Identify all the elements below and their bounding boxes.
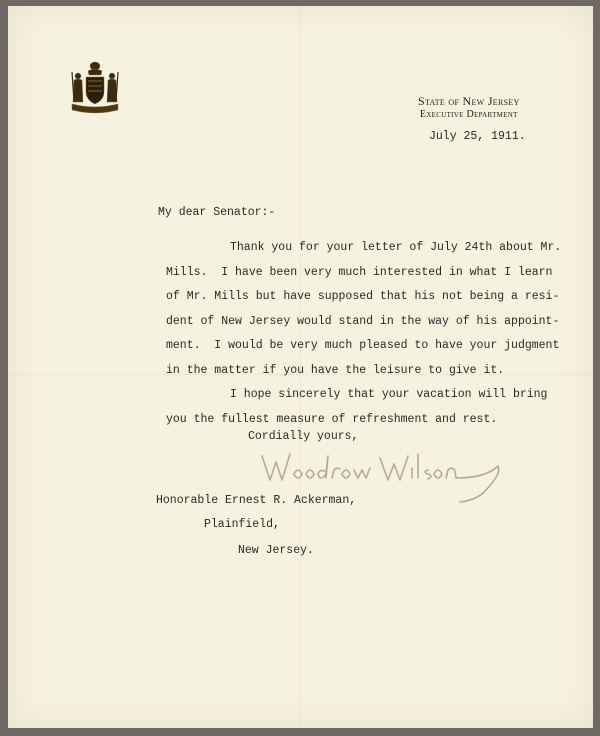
letter-date: July 25, 1911. xyxy=(429,130,526,143)
body-line: of Mr. Mills but have supposed that his not being a resi- xyxy=(166,290,560,303)
letterhead-state: State of New Jersey xyxy=(418,94,520,108)
letterhead-department: Executive Department xyxy=(419,109,518,120)
letter-page xyxy=(8,6,593,728)
body-line: in the matter if you have the leisure to give it. xyxy=(166,363,505,377)
body-line: I hope sincerely that your vacation will bring xyxy=(230,388,548,401)
body-line: ment. I would be very much pleased to have your judgment xyxy=(166,339,560,352)
recipient-city: Plainfield, xyxy=(204,518,280,531)
body-line: you the fullest measure of refreshment and rest. xyxy=(166,412,498,426)
body-line: dent of New Jersey would stand in the way of his appoint- xyxy=(166,314,560,328)
salutation: My dear Senator:- xyxy=(158,206,276,219)
body-line: Thank you for your letter of July 24th about Mr. xyxy=(230,241,562,254)
recipient-state: New Jersey. xyxy=(238,544,314,557)
closing: Cordially yours, xyxy=(248,430,359,443)
recipient-name: Honorable Ernest R. Ackerman, xyxy=(156,494,357,507)
letterhead xyxy=(418,94,520,122)
state-seal-icon xyxy=(68,58,122,116)
body-line: Mills. I have been very much interested in what I learn xyxy=(166,265,553,279)
letter-body xyxy=(166,236,562,432)
